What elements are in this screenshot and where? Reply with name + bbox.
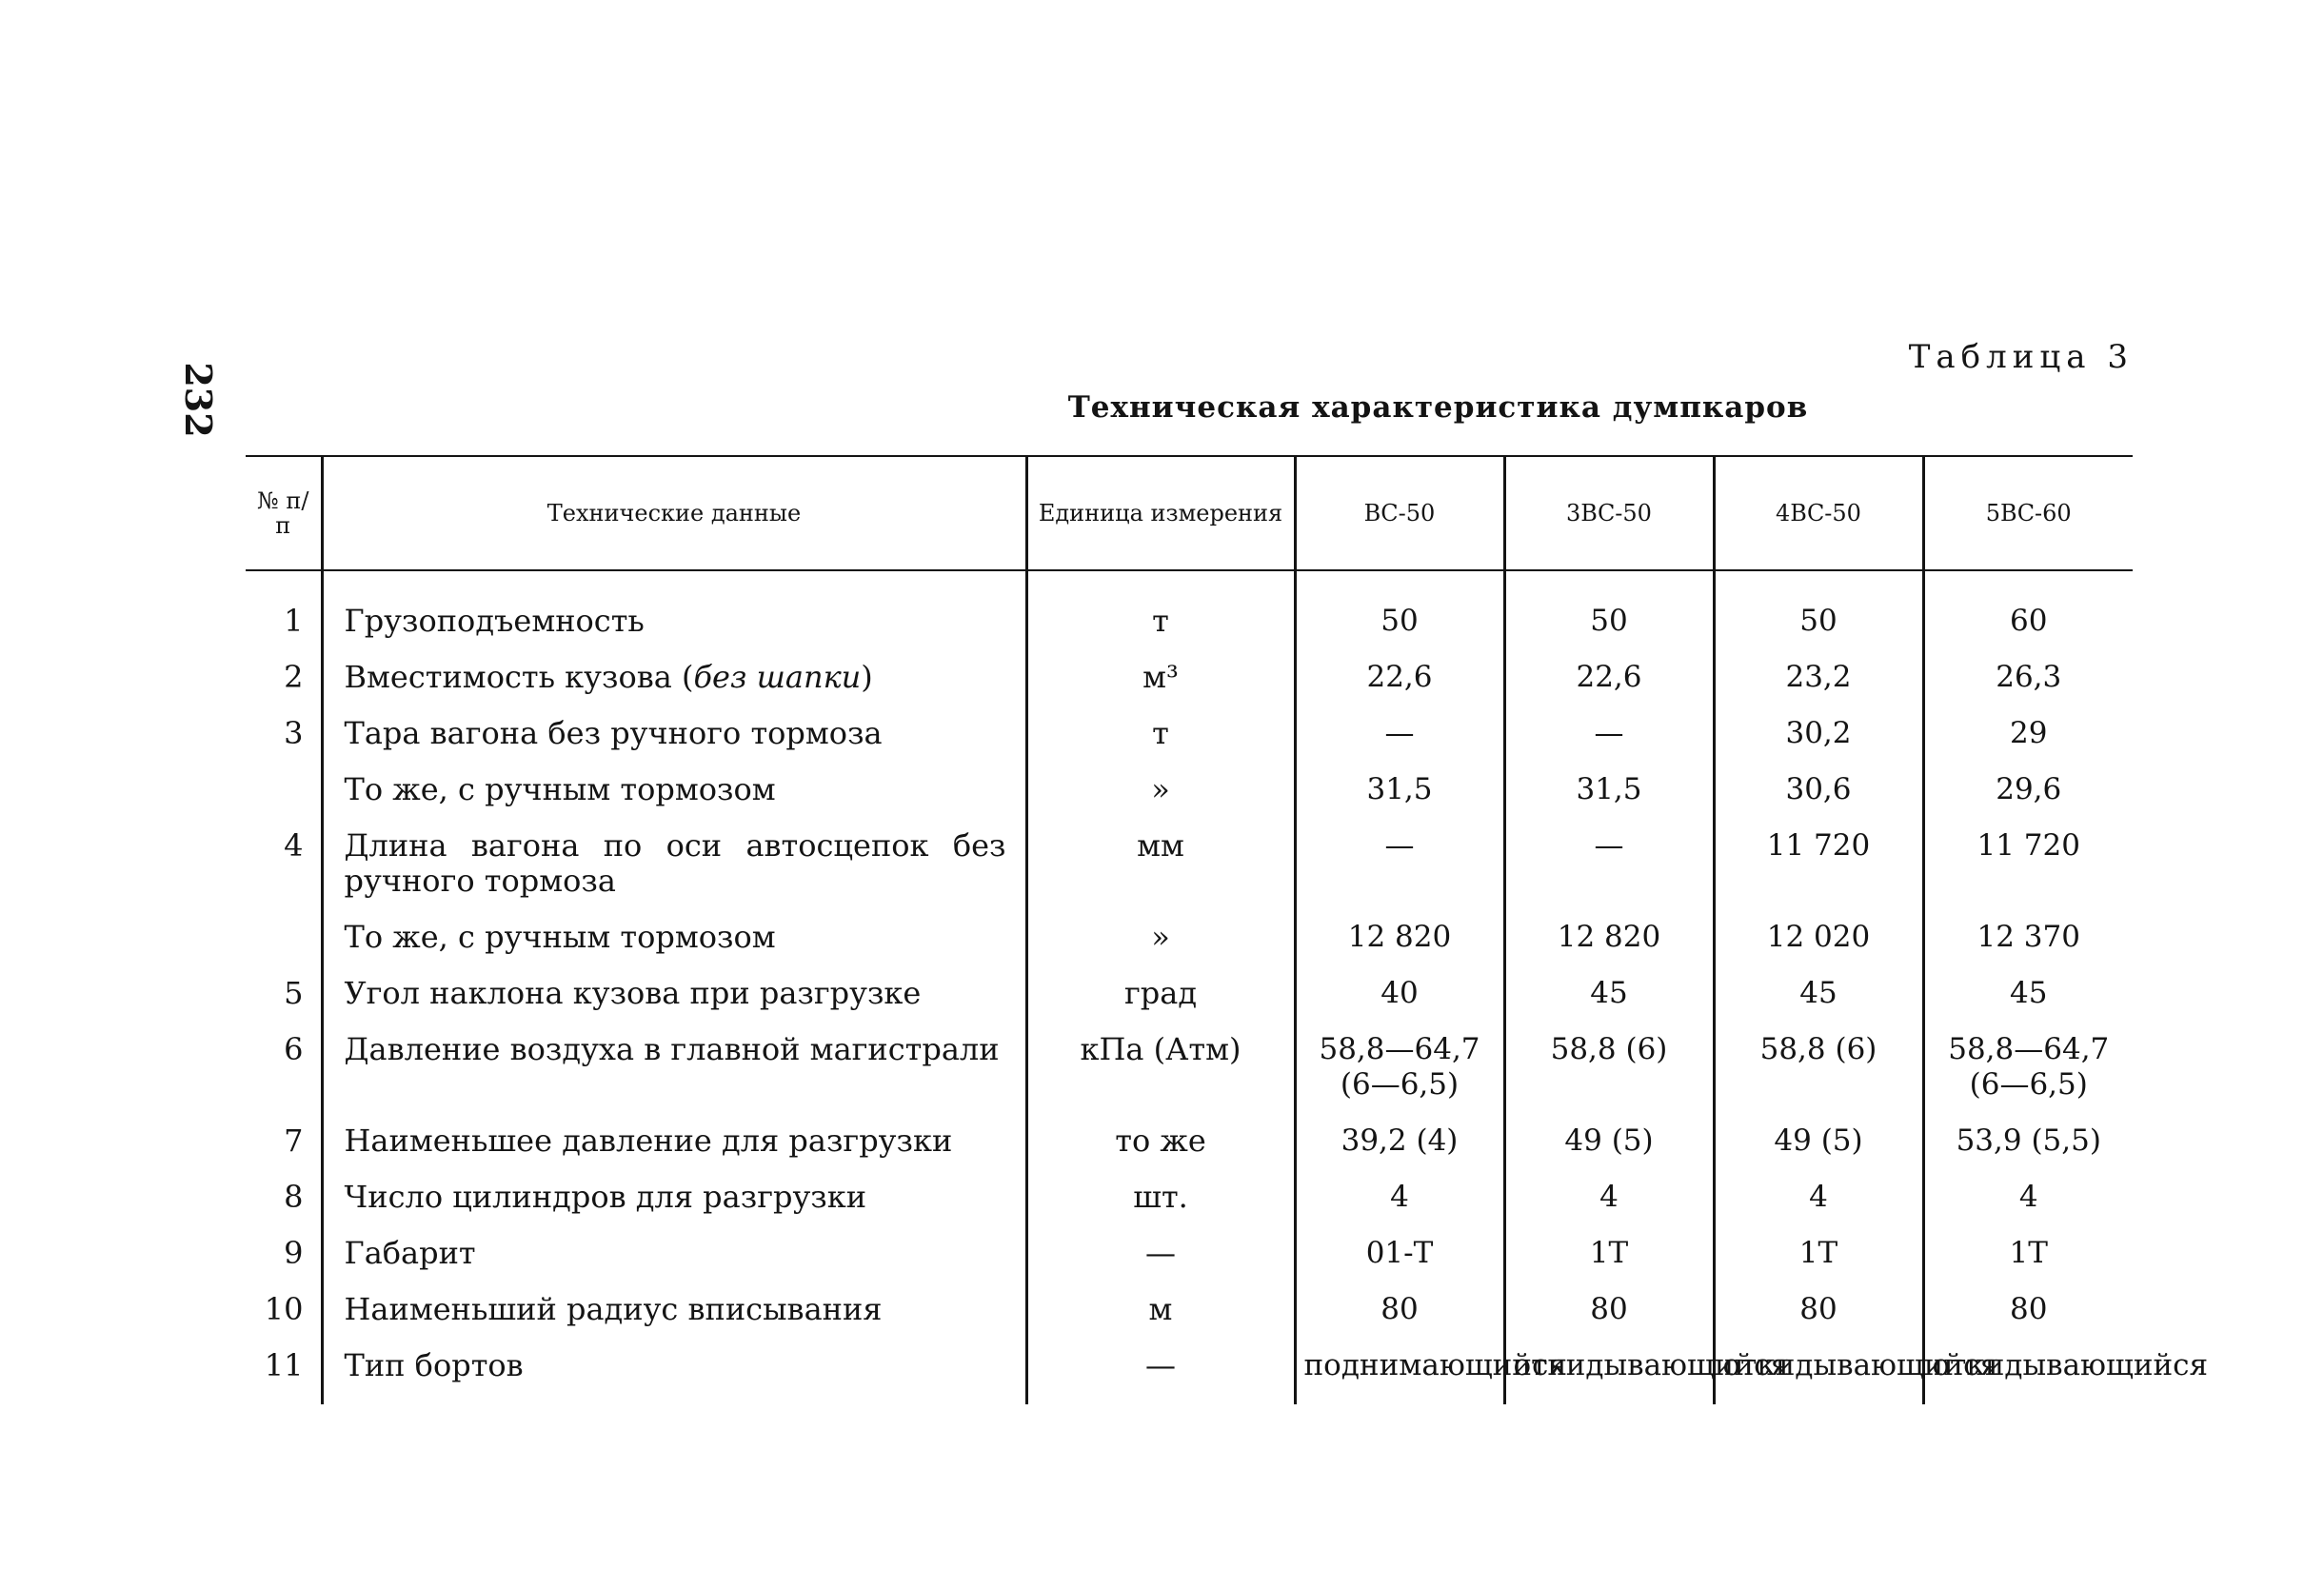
row-description [322, 763, 1026, 819]
row-description [322, 1114, 1026, 1170]
table-row [246, 594, 2133, 650]
row-description [322, 706, 1026, 763]
row-value: — [1504, 819, 1714, 910]
row-description [322, 1170, 1026, 1226]
row-value: 58,8—64,7 (6—6,5) [1295, 1023, 1504, 1114]
row-value: 58,8 (6) [1504, 1023, 1714, 1114]
row-value: 11 720 [1923, 819, 2133, 910]
table-row [246, 819, 2133, 910]
row-number: 2 [284, 659, 304, 695]
row-unit: т [1026, 706, 1295, 763]
row-value: 58,8—64,7 (6—6,5) [1923, 1023, 2133, 1114]
row-description [322, 819, 1026, 910]
row-description-text: Наименьшее давление для разгрузки [344, 1123, 953, 1159]
table-title: Техническая характеристика думпкаров [1067, 390, 1809, 425]
row-value: 4 [1504, 1170, 1714, 1226]
row-value: 29 [1923, 706, 2133, 763]
row-description [322, 1023, 1026, 1114]
row-unit: то же [1026, 1114, 1295, 1170]
row-value: — [1504, 706, 1714, 763]
table-row [246, 910, 2133, 966]
header-description: Технические данные [322, 456, 1026, 570]
row-value: 1Т [1923, 1226, 2133, 1282]
row-description-text: Габарит [344, 1235, 476, 1271]
table-row [246, 1114, 2133, 1170]
row-description-suffix: ) [861, 659, 873, 695]
table-row [246, 1282, 2133, 1339]
table-row [246, 1023, 2133, 1114]
row-value: 60 [1923, 594, 2133, 650]
row-value: откидывающийся [1504, 1339, 1714, 1404]
row-unit: — [1026, 1339, 1295, 1404]
row-unit: м³ [1026, 650, 1295, 706]
row-value: 4 [1923, 1170, 2133, 1226]
row-number: 3 [284, 715, 304, 751]
row-number: 11 [264, 1347, 304, 1383]
row-description-text: Давление воздуха в главной магистрали [344, 1031, 1000, 1067]
row-number: 4 [284, 827, 304, 864]
row-value: 12 020 [1714, 910, 1923, 966]
row-value: 39,2 (4) [1295, 1114, 1504, 1170]
table-row [246, 1339, 2133, 1404]
row-description [322, 966, 1026, 1023]
row-value: 80 [1295, 1282, 1504, 1339]
row-number: 8 [284, 1179, 304, 1215]
row-description-text: Тара вагона без ручного тормоза [344, 715, 883, 751]
row-unit: мм [1026, 819, 1295, 910]
table-row [246, 1226, 2133, 1282]
row-value: 31,5 [1504, 763, 1714, 819]
row-number [246, 763, 322, 819]
row-description-text: То же, с ручным тормозом [344, 771, 776, 807]
row-number: 6 [284, 1031, 304, 1067]
row-value: — [1295, 819, 1504, 910]
table-row [246, 763, 2133, 819]
row-value: 80 [1504, 1282, 1714, 1339]
row-value: 80 [1714, 1282, 1923, 1339]
row-value: 12 370 [1923, 910, 2133, 966]
row-value: 29,6 [1923, 763, 2133, 819]
row-value: 49 (5) [1504, 1114, 1714, 1170]
table-spacer-row [246, 570, 2133, 594]
spec-table-container [246, 455, 2209, 1404]
table-row [246, 650, 2133, 706]
row-description [322, 594, 1026, 650]
row-value: 1Т [1504, 1226, 1714, 1282]
row-value: 4 [1714, 1170, 1923, 1226]
row-unit: м [1026, 1282, 1295, 1339]
row-description-italic: без шапки [693, 659, 862, 695]
header-model: 5ВС-60 [1923, 456, 2133, 570]
row-value: 30,6 [1714, 763, 1923, 819]
row-description [322, 1339, 1026, 1404]
row-value: 31,5 [1295, 763, 1504, 819]
header-number: № п/п [246, 456, 322, 570]
header-model: 4ВС-50 [1714, 456, 1923, 570]
row-value: 23,2 [1714, 650, 1923, 706]
row-value: 12 820 [1504, 910, 1714, 966]
row-number: 5 [284, 975, 304, 1011]
row-value: 50 [1504, 594, 1714, 650]
table-row [246, 1170, 2133, 1226]
row-unit: » [1026, 910, 1295, 966]
table-header-row [246, 456, 2133, 570]
row-number: 1 [284, 603, 304, 639]
header-model: ВС-50 [1295, 456, 1504, 570]
row-description [322, 1282, 1026, 1339]
table-row [246, 706, 2133, 763]
row-value: 11 720 [1714, 819, 1923, 910]
row-description-text: Тип бортов [344, 1347, 524, 1383]
row-unit: кПа (Атм) [1026, 1023, 1295, 1114]
row-value: 45 [1504, 966, 1714, 1023]
header-model: 3ВС-50 [1504, 456, 1714, 570]
row-description-text: Наименьший радиус вписывания [344, 1291, 883, 1327]
table-label: Таблица 3 [1908, 338, 2134, 376]
row-value: 4 [1295, 1170, 1504, 1226]
row-value: 80 [1923, 1282, 2133, 1339]
row-unit: — [1026, 1226, 1295, 1282]
table-row [246, 966, 2133, 1023]
row-number: 7 [284, 1123, 304, 1159]
row-description [322, 650, 1026, 706]
row-value: 50 [1714, 594, 1923, 650]
row-unit: град [1026, 966, 1295, 1023]
row-description-text: Грузоподъемность [344, 603, 645, 639]
row-unit: шт. [1026, 1170, 1295, 1226]
row-value: 1Т [1714, 1226, 1923, 1282]
row-value: 50 [1295, 594, 1504, 650]
row-value: 53,9 (5,5) [1923, 1114, 2133, 1170]
row-value: 49 (5) [1714, 1114, 1923, 1170]
row-value: 26,3 [1923, 650, 2133, 706]
row-value: 12 820 [1295, 910, 1504, 966]
row-value: 45 [1714, 966, 1923, 1023]
row-description [322, 1226, 1026, 1282]
row-unit: » [1026, 763, 1295, 819]
row-number [246, 910, 322, 966]
header-unit: Единица измерения [1026, 456, 1295, 570]
page-number: 232 [177, 362, 220, 438]
row-value: поднимающийся [1295, 1339, 1504, 1404]
row-number: 9 [284, 1235, 304, 1271]
row-value: 01-Т [1295, 1226, 1504, 1282]
row-description-text: Число цилиндров для разгрузки [344, 1179, 867, 1215]
row-value: — [1295, 706, 1504, 763]
row-description-text: Вместимость кузова ( [344, 659, 694, 695]
row-value: 40 [1295, 966, 1504, 1023]
row-value: откидывающийся [1923, 1339, 2133, 1404]
row-value: 45 [1923, 966, 2133, 1023]
row-value: 58,8 (6) [1714, 1023, 1923, 1114]
row-description-text: То же, с ручным тормозом [344, 919, 776, 955]
row-description-text: Угол наклона кузова при разгрузке [344, 975, 922, 1011]
row-value: 30,2 [1714, 706, 1923, 763]
row-description [322, 910, 1026, 966]
row-unit: т [1026, 594, 1295, 650]
spec-table [246, 455, 2209, 1404]
row-number: 10 [264, 1291, 304, 1327]
row-value: 22,6 [1504, 650, 1714, 706]
row-value: 22,6 [1295, 650, 1504, 706]
row-value: откидывающийся [1714, 1339, 1923, 1404]
row-description-text: Длина вагона по оси автосцепок без ручного тормоза [344, 827, 1006, 899]
